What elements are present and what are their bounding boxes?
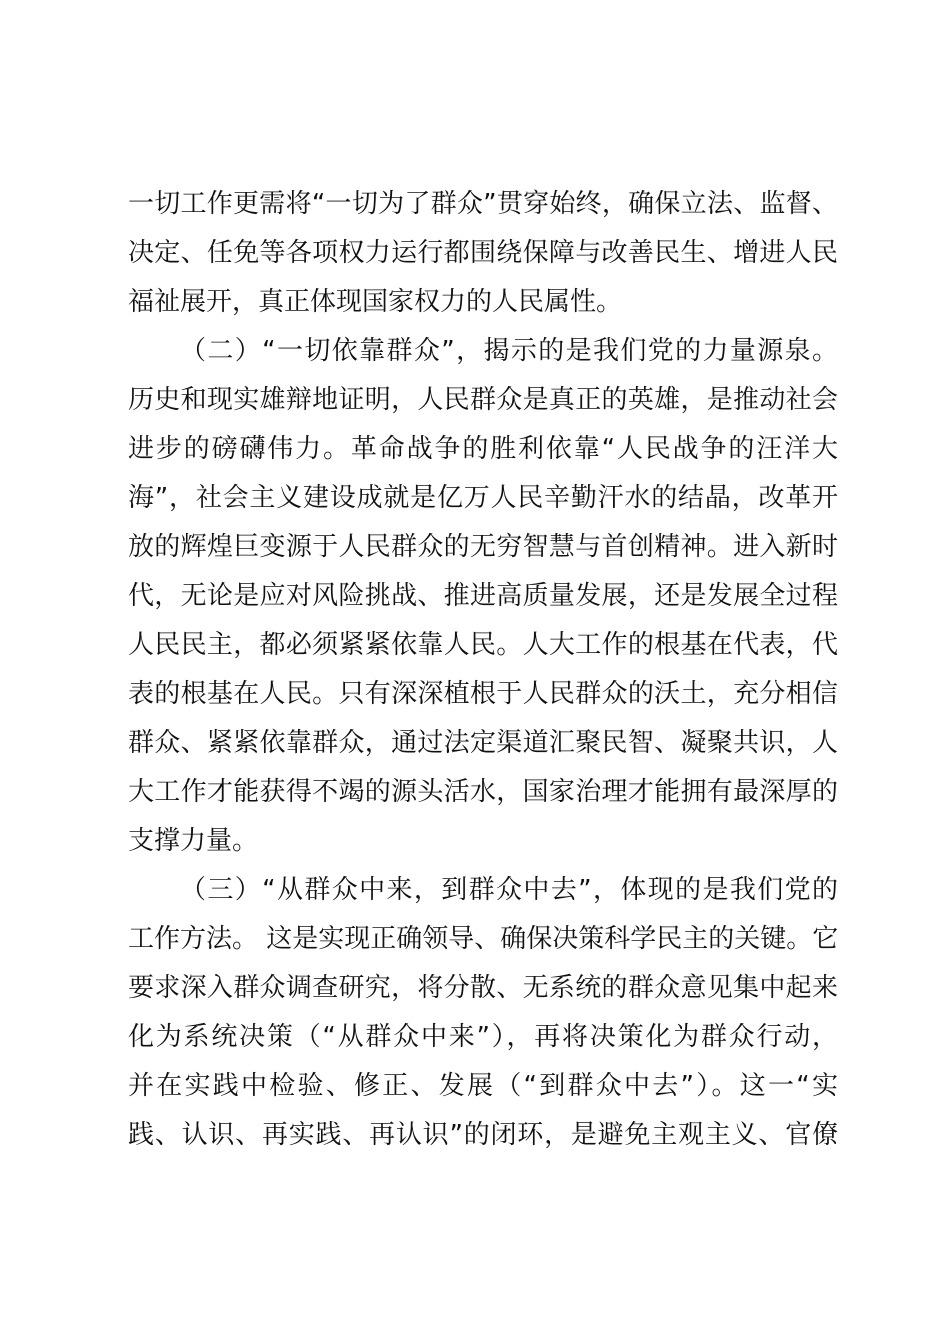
text-line: 海”，社会主义建设成就是亿万人民辛勤汗水的结晶，改革开 [128,483,838,513]
text-line: 放的辉煌巨变源于人民群众的无穷智慧与首创精神。进入新时 [128,532,838,562]
text-line: 人民民主，都必须紧紧依靠人民。人大工作的根基在代表，代 [128,630,838,660]
text-line: 历史和现实雄辩地证明，人民群众是真正的英雄，是推动社会 [128,385,838,415]
text-line: 大工作才能获得不竭的源头活水，国家治理才能拥有最深厚的 [128,777,838,807]
text-line: 一切工作更需将“一切为了群众”贯穿始终，确保立法、监督、 [128,189,838,219]
document-body [128,180,838,1160]
text-line: （三）“从群众中来，到群众中去”，体现的是我们党的 [180,875,838,905]
text-line: 进步的磅礴伟力。革命战争的胜利依靠“人民战争的汪洋大 [128,434,838,464]
text-line: 群众、紧紧依靠群众，通过法定渠道汇聚民智、凝聚共识，人 [128,728,838,758]
text-line: 要求深入群众调查研究，将分散、无系统的群众意见集中起来 [128,973,838,1003]
text-line: 决定、任免等各项权力运行都围绕保障与改善民生、增进人民 [128,238,838,268]
text-line: 践、认识、再实践、再认识”的闭环，是避免主观主义、官僚 [128,1120,838,1150]
paragraph-section-2 [128,327,838,866]
text-line: （二）“一切依靠群众”，揭示的是我们党的力量源泉。 [180,336,838,366]
text-line: 并在实践中检验、修正、发展（“到群众中去”）。这一“实 [128,1071,838,1101]
paragraph-continuation [128,180,838,327]
text-line: 福祉展开，真正体现国家权力的人民属性。 [128,287,623,317]
text-line: 表的根基在人民。只有深深植根于人民群众的沃土，充分相信 [128,679,838,709]
text-line: 化为系统决策（“从群众中来”），再将决策化为群众行动， [128,1022,838,1052]
text-line: 代，无论是应对风险挑战、推进高质量发展，还是发展全过程 [128,581,838,611]
text-line: 支撑力量。 [128,826,259,856]
text-line: 工作方法。 这是实现正确领导、确保决策科学民主的关键。它 [128,924,838,954]
paragraph-section-3 [128,866,838,1160]
